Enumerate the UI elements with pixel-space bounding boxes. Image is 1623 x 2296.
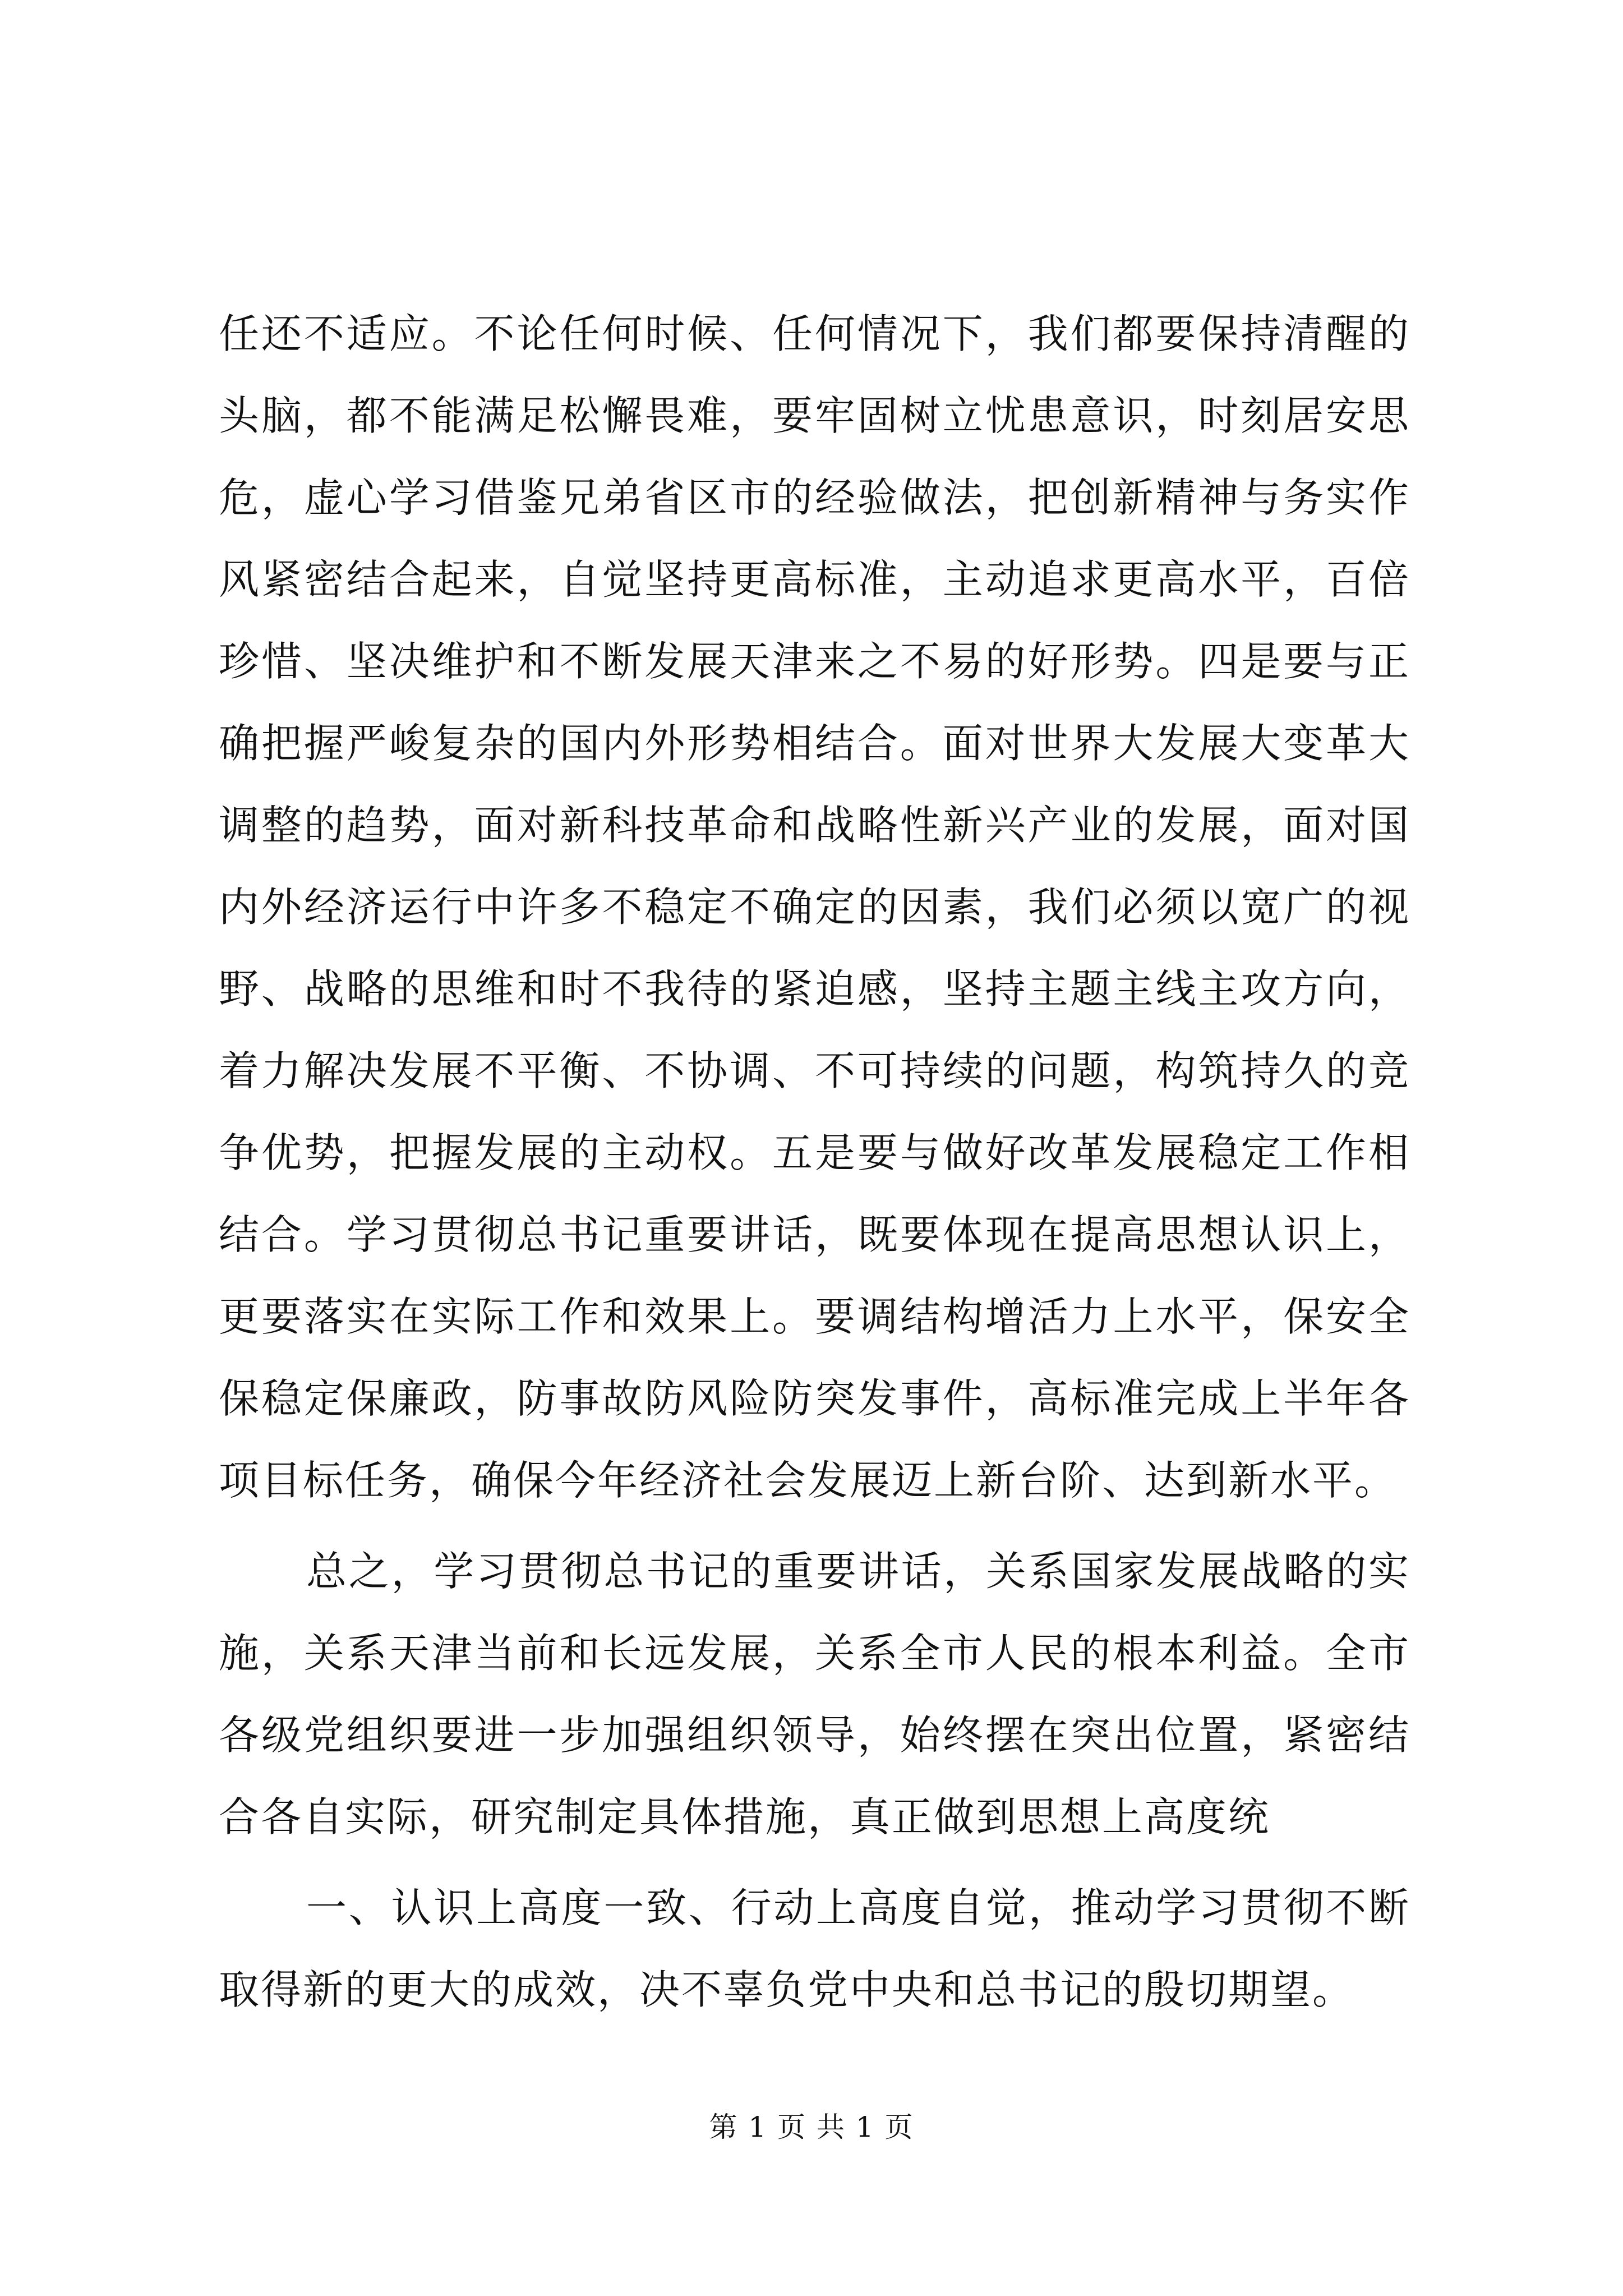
- text-line: 珍惜、坚决维护和不断发展天津来之不易的好形势。四是要与正: [219, 638, 1410, 685]
- text-line: 更要落实在实际工作和效果上。要调结构增活力上水平，保安全: [219, 1293, 1410, 1340]
- paragraph: [219, 1530, 1410, 1858]
- text-line: 野、战略的思维和时不我待的紧迫感，坚持主题主线主攻方向，: [219, 965, 1410, 1013]
- text-line: 头脑，都不能满足松懈畏难，要牢固树立忧患意识，时刻居安思: [219, 392, 1410, 439]
- paragraph-spacer: [219, 1858, 1410, 1867]
- text-line: 保稳定保廉政，防事故防风险防突发事件，高标准完成上半年各: [219, 1375, 1410, 1422]
- paragraph: [219, 293, 1410, 1521]
- text-line: 项目标任务，确保今年经济社会发展迈上新台阶、达到新水平。: [219, 1457, 1397, 1504]
- paragraph-spacer: [219, 1521, 1410, 1530]
- paragraph: [219, 1867, 1410, 2031]
- text-line: 总之，学习贯彻总书记的重要讲话，关系国家发展战略的实: [306, 1548, 1410, 1595]
- page-number: 第 1 页 共 1 页: [709, 2111, 914, 2143]
- text-line: 结合。学习贯彻总书记重要讲话，既要体现在提高思想认识上，: [219, 1211, 1410, 1258]
- text-line: 着力解决发展不平衡、不协调、不可持续的问题，构筑持久的竞: [219, 1047, 1410, 1094]
- text-line: 内外经济运行中许多不稳定不确定的因素，我们必须以宽广的视: [219, 884, 1410, 931]
- text-line: 合各自实际，研究制定具体措施，真正做到思想上高度统: [219, 1793, 1271, 1841]
- text-line: 调整的趋势，面对新科技革命和战略性新兴产业的发展，面对国: [219, 802, 1410, 849]
- text-line: 各级党组织要进一步加强组织领导，始终摆在突出位置，紧密结: [219, 1711, 1410, 1759]
- text-line: 确把握严峻复杂的国内外形势相结合。面对世界大发展大变革大: [219, 720, 1410, 767]
- page-footer: [0, 2109, 1623, 2145]
- text-line: 施，关系天津当前和长远发展，关系全市人民的根本利益。全市: [219, 1630, 1410, 1677]
- text-line: 取得新的更大的成效，决不辜负党中央和总书记的殷切期望。: [219, 1966, 1355, 2013]
- document-body: [219, 293, 1410, 2031]
- text-line: 危，虚心学习借鉴兄弟省区市的经验做法，把创新精神与务实作: [219, 474, 1410, 521]
- text-line: 任还不适应。不论任何时候、任何情况下，我们都要保持清醒的: [219, 310, 1410, 357]
- text-line: 争优势，把握发展的主动权。五是要与做好改革发展稳定工作相: [219, 1129, 1410, 1176]
- text-line: 风紧密结合起来，自觉坚持更高标准，主动追求更高水平，百倍: [219, 556, 1410, 603]
- text-line: 一、认识上高度一致、行动上高度自觉，推动学习贯彻不断: [306, 1884, 1410, 1931]
